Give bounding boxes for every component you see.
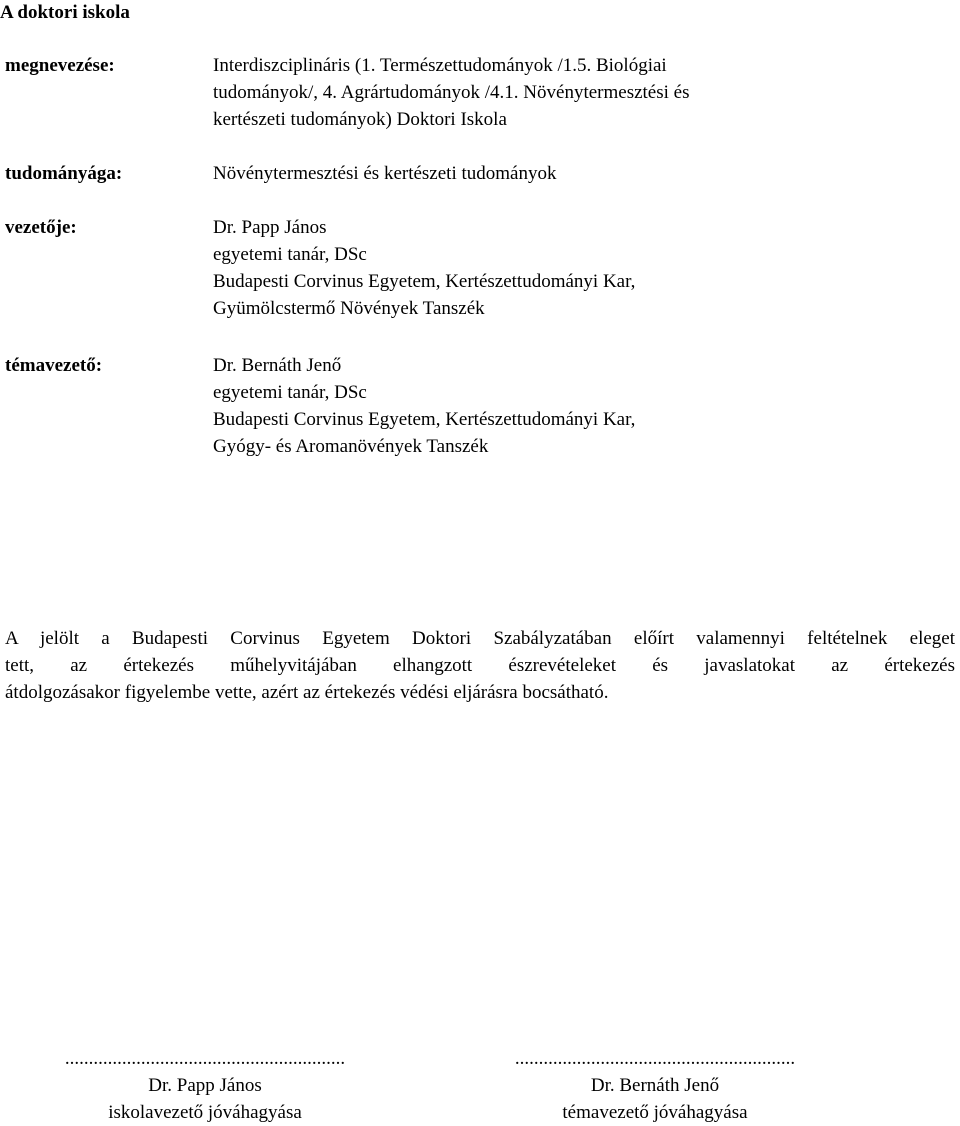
label-temavezeto: témavezető: xyxy=(5,355,103,376)
document-heading: A doktori iskola xyxy=(0,2,130,23)
approval-statement xyxy=(5,625,955,706)
value-line: Interdiszciplináris (1. Természettudományok /1.5. Biológiai xyxy=(213,55,667,76)
statement-line: A jelölt a Budapesti Corvinus Egyetem Doktori Szabályzatában előírt valamennyi feltételnek eleget xyxy=(5,628,955,649)
value-megnevezese xyxy=(213,52,953,133)
statement-line: tett, az értekezés műhelyvitájában elhangzott észrevételeket és javaslatokat az értekezés xyxy=(5,655,955,676)
value-temavezeto xyxy=(213,352,953,460)
value-tudomanyaga xyxy=(213,160,953,187)
signature-left xyxy=(50,1045,360,1126)
value-line: Gyümölcstermő Növények Tanszék xyxy=(213,298,485,319)
value-line: Növénytermesztési és kertészeti tudományok xyxy=(213,163,557,184)
value-line: egyetemi tanár, DSc xyxy=(213,382,367,403)
value-line: Budapesti Corvinus Egyetem, Kertészettudományi Kar, xyxy=(213,409,636,430)
signature-role: témavezető jóváhagyása xyxy=(562,1102,748,1123)
value-line: Gyógy- és Aromanövények Tanszék xyxy=(213,436,489,457)
signature-name: Dr. Papp János xyxy=(148,1075,262,1096)
signature-right xyxy=(500,1045,810,1126)
label-megnevezese: megnevezése: xyxy=(5,55,115,76)
statement-line: átdolgozásakor figyelembe vette, azért az értekezés védési eljárásra bocsátható. xyxy=(5,682,609,703)
value-line: tudományok/, 4. Agrártudományok /4.1. Növénytermesztési és xyxy=(213,82,690,103)
label-vezetoje: vezetője: xyxy=(5,217,77,238)
value-line: Dr. Bernáth Jenő xyxy=(213,355,342,376)
value-line: egyetemi tanár, DSc xyxy=(213,244,367,265)
value-line: Budapesti Corvinus Egyetem, Kertészettudományi Kar, xyxy=(213,271,636,292)
signature-line: ........................................................... xyxy=(514,1048,796,1069)
value-line: Dr. Papp János xyxy=(213,217,327,238)
signature-role: iskolavezető jóváhagyása xyxy=(108,1102,302,1123)
value-line: kertészeti tudományok) Doktori Iskola xyxy=(213,109,507,130)
signature-line: ........................................................... xyxy=(64,1048,346,1069)
value-vezetoje xyxy=(213,214,953,322)
label-tudomanyaga: tudományága: xyxy=(5,163,123,184)
signature-name: Dr. Bernáth Jenő xyxy=(590,1075,720,1096)
